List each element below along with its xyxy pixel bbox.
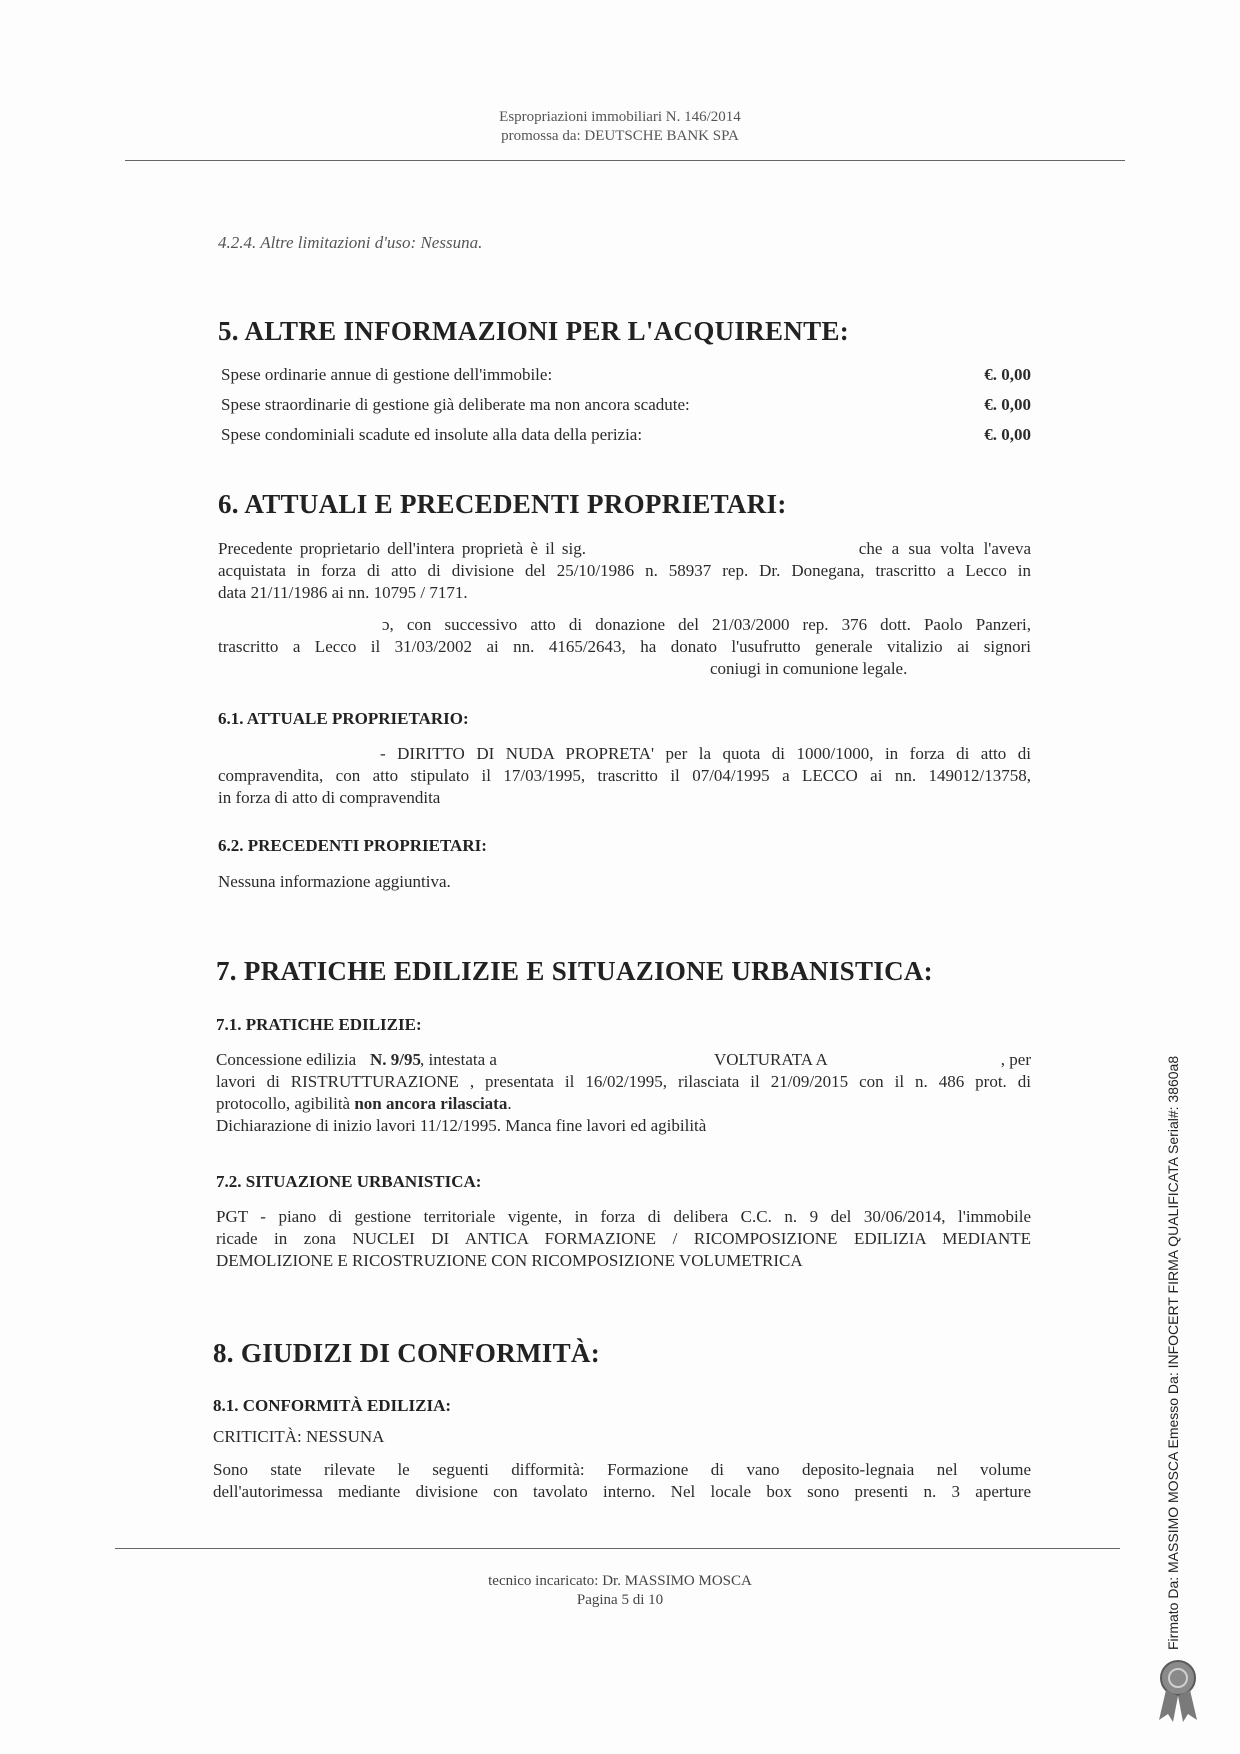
current-owner-paragraph [218, 743, 1031, 809]
section-6-title: 6. ATTUALI E PRECEDENTI PROPRIETARI: [218, 489, 787, 519]
urban-planning-paragraph [216, 1206, 1031, 1272]
footer-rule [115, 1548, 1120, 1549]
previous-owner-text: che a sua volta l'aveva [858, 539, 1031, 558]
permit-number: N. 9/95 [370, 1050, 421, 1069]
footer-page-number: Pagina 5 di 10 [576, 1592, 664, 1608]
signature-seal-icon [1153, 1656, 1203, 1724]
urban-planning-text: ricade in zona NUCLEI DI ANTICA FORMAZIONE / RICOMPOSIZIONE EDILIZIA MEDIANTE [216, 1229, 1031, 1248]
donation-text: coniugi in comunione legale. [710, 659, 908, 678]
conformity-paragraph [213, 1459, 1031, 1503]
page-header [0, 108, 1240, 146]
section-8-title: 8. GIUDIZI DI CONFORMITÀ: [213, 1338, 601, 1368]
expense-amount: €. 0,00 [984, 365, 1031, 384]
expense-label: Spese ordinarie annue di gestione dell'immobile: [221, 365, 553, 384]
digital-signature-text: Firmato Da: MASSIMO MOSCA Emesso Da: INFOCERT FIRMA QUALIFICATA Serial#: 3860a8 [1165, 1055, 1181, 1650]
criticita-text: CRITICITÀ: NESSUNA [213, 1427, 385, 1446]
expense-amount: €. 0,00 [984, 425, 1031, 444]
other-limitations-label: 4.2.4. Altre limitazioni d'uso: [218, 233, 417, 252]
permit-text: VOLTURATA A [714, 1050, 828, 1069]
current-owner-text: in forza di atto di compravendita [218, 788, 441, 807]
expense-amount: €. 0,00 [984, 395, 1031, 414]
subsection-7-1-title: 7.1. PRATICHE EDILIZIE: [216, 1015, 422, 1034]
conformity-text: Sono state rilevate le seguenti difformità: Formazione di vano deposito-legnaia nel volume [213, 1460, 1031, 1479]
urban-planning-text: PGT - piano di gestione territoriale vigente, in forza di delibera C.C. n. 9 del 30/06/2014, l'immobile [216, 1207, 1031, 1226]
permit-text: protocollo, agibilità [216, 1094, 351, 1113]
subsection-7-2-title: 7.2. SITUAZIONE URBANISTICA: [216, 1172, 482, 1191]
permit-text: Concessione edilizia [216, 1050, 357, 1069]
subsection-6-1-title: 6.1. ATTUALE PROPRIETARIO: [218, 709, 469, 728]
header-procedure: Espropriazioni immobiliari N. 146/2014 [499, 109, 741, 125]
previous-owner-text: acquistata in forza di atto di divisione del 25/10/1986 n. 58937 rep. Dr. Donegana, trascritto a Lecco in [218, 561, 1031, 580]
previous-owner-text: Precedente proprietario dell'intera proprietà è il sig. [218, 539, 587, 558]
current-owner-text: - DIRITTO DI NUDA PROPRETA' per la quota di 1000/1000, in forza di atto di [380, 744, 1031, 763]
page-footer [0, 1572, 1240, 1610]
permit-text: , per [1000, 1050, 1031, 1069]
previous-owner-text: data 21/11/1986 ai nn. 10795 / 7171. [218, 583, 468, 602]
urban-planning-text: DEMOLIZIONE E RICOSTRUZIONE CON RICOMPOSIZIONE VOLUMETRICA [216, 1251, 803, 1270]
other-limitations [218, 233, 482, 253]
subsection-8-1-title: 8.1. CONFORMITÀ EDILIZIA: [213, 1396, 452, 1415]
subsection-6-2-title: 6.2. PRECEDENTI PROPRIETARI: [218, 836, 487, 855]
previous-owners-text: Nessuna informazione aggiuntiva. [218, 872, 451, 891]
section-5-title: 5. ALTRE INFORMAZIONI PER L'ACQUIRENTE: [218, 316, 850, 346]
permit-text: , intestata a [420, 1050, 497, 1069]
current-owner-text: compravendita, con atto stipulato il 17/03/1995, trascritto il 07/04/1995 a LECCO ai nn. 149012/13758, [218, 766, 1031, 785]
permit-text: lavori di RISTRUTTURAZIONE , presentata il 16/02/1995, rilasciata il 21/09/2015 con il n. 486 prot. di [216, 1072, 1031, 1091]
section-7-title: 7. PRATICHE EDILIZIE E SITUAZIONE URBANISTICA: [216, 956, 933, 986]
permit-status: non ancora rilasciata [354, 1094, 508, 1113]
permit-text: . [507, 1094, 512, 1113]
donation-text: trascritto a Lecco il 31/03/2002 ai nn. 4165/2643, ha donato l'usufrutto generale vitalizio ai signori [218, 637, 1031, 656]
building-permits-paragraph [216, 1049, 1031, 1137]
conformity-text: dell'autorimessa mediante divisione con tavolato interno. Nel locale box sono presenti n. 3 aperture [213, 1482, 1031, 1501]
expense-label: Spese condominiali scadute ed insolute alla data della perizia: [221, 425, 643, 444]
header-rule [125, 160, 1125, 161]
footer-technician: tecnico incaricato: Dr. MASSIMO MOSCA [488, 1573, 752, 1589]
donation-paragraph [218, 614, 1031, 680]
permit-text: Dichiarazione di inizio lavori 11/12/1995. Manca fine lavori ed agibilità [216, 1116, 707, 1135]
previous-owner-paragraph [218, 538, 1031, 604]
donation-text: ɔ, con successivo atto di donazione del 21/03/2000 rep. 376 dott. Paolo Panzeri, [382, 615, 1031, 634]
expense-label: Spese straordinarie di gestione già deliberate ma non ancora scadute: [221, 395, 690, 414]
other-limitations-value: Nessuna. [420, 233, 483, 252]
header-promoter: promossa da: DEUTSCHE BANK SPA [501, 128, 739, 144]
